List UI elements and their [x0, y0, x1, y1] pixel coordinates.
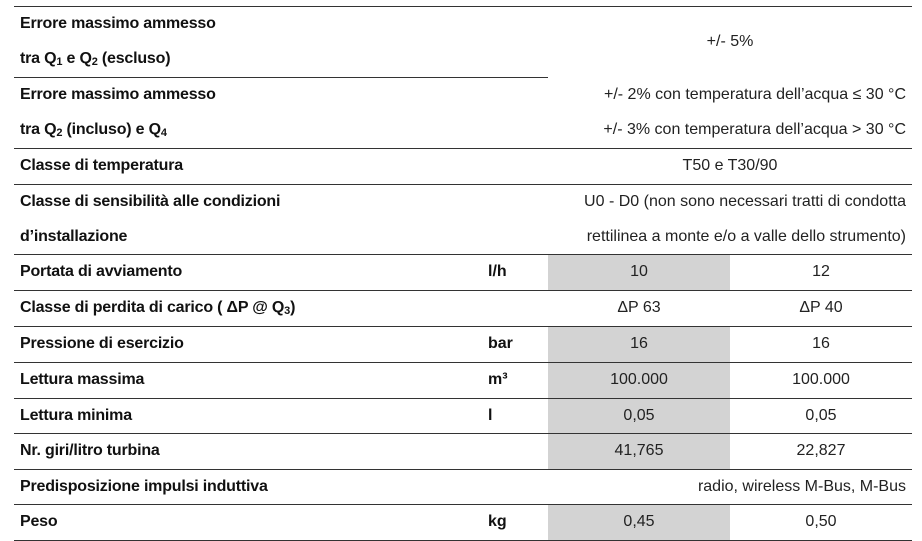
spec-value-line2: +/- 3% con temperatura dell’acqua > 30 °C	[548, 113, 912, 149]
spec-unit: bar	[482, 327, 548, 363]
spec-value-model-2: 100.000	[730, 362, 912, 398]
spec-value: T50 e T30/90	[548, 149, 912, 185]
spec-row-operating-pressure	[14, 327, 912, 363]
spec-value-model-2: 12	[730, 255, 912, 291]
spec-value-model-1: 10	[548, 255, 730, 291]
spec-label: Nr. giri/litro turbina	[14, 434, 482, 470]
spec-row-pulse-output	[14, 469, 912, 505]
spec-row-installation-sensitivity	[14, 184, 912, 219]
spec-value-model-2: 0,05	[730, 398, 912, 434]
spec-value: radio, wireless M-Bus, M-Bus	[548, 469, 912, 505]
spec-value-model-1: 0,05	[548, 398, 730, 434]
spec-unit: l	[482, 398, 548, 434]
spec-row-turbine-rpm	[14, 434, 912, 470]
spec-unit: l/h	[482, 255, 548, 291]
spec-value-model-1: 0,45	[548, 505, 730, 541]
spec-row-max-error-q2-q4-line2	[14, 113, 912, 149]
spec-label: Classe di sensibilità alle condizioni	[20, 192, 281, 210]
spec-label: Peso	[14, 505, 482, 541]
spec-value-model-2: 0,50	[730, 505, 912, 541]
spec-row-max-error-q2-q4	[14, 78, 912, 113]
spec-value-model-1: 100.000	[548, 362, 730, 398]
spec-value: +/- 5%	[548, 7, 912, 78]
spec-label-line2: d’installazione	[14, 220, 482, 255]
spec-unit: m³	[482, 362, 548, 398]
spec-label: Lettura minima	[14, 398, 482, 434]
spec-value-line1: U0 - D0 (non sono necessari tratti di condotta	[584, 192, 906, 210]
spec-row-installation-sensitivity-line2	[14, 220, 912, 255]
spec-label-line2: tra Q2 (incluso) e Q4	[14, 113, 482, 149]
technical-specs-table	[14, 6, 912, 541]
spec-row-weight	[14, 505, 912, 541]
spec-label: Classe di perdita di carico ( ΔP @ Q3)	[14, 290, 482, 327]
spec-label: Errore massimo ammesso	[14, 7, 482, 42]
spec-row-min-reading	[14, 398, 912, 434]
spec-value-model-2: 22,827	[730, 434, 912, 470]
spec-label-line2: tra Q1 e Q2 (escluso)	[14, 42, 482, 78]
spec-row-max-reading	[14, 362, 912, 398]
spec-value-line1: +/- 2% con temperatura dell’acqua ≤ 30 °C	[603, 85, 906, 103]
spec-value-model-1: ΔP 63	[548, 290, 730, 327]
spec-value-model-1: 16	[548, 327, 730, 363]
spec-value-model-1: 41,765	[548, 434, 730, 470]
spec-row-max-error-q1-q2	[14, 7, 912, 42]
spec-value-model-2: ΔP 40	[730, 290, 912, 327]
spec-value-model-2: 16	[730, 327, 912, 363]
spec-label: Classe di temperatura	[14, 149, 482, 185]
spec-label: Lettura massima	[14, 362, 482, 398]
spec-unit: kg	[482, 505, 548, 541]
spec-label: Errore massimo ammesso	[20, 86, 216, 104]
spec-label: Pressione di esercizio	[14, 327, 482, 363]
spec-row-pressure-loss-class	[14, 290, 912, 327]
spec-row-temperature-class	[14, 149, 912, 185]
spec-label: Portata di avviamento	[14, 255, 482, 291]
spec-value-line2: rettilinea a monte e/o a valle dello strumento)	[548, 220, 912, 255]
spec-row-starting-flow	[14, 255, 912, 291]
spec-label: Predisposizione impulsi induttiva	[14, 469, 482, 505]
